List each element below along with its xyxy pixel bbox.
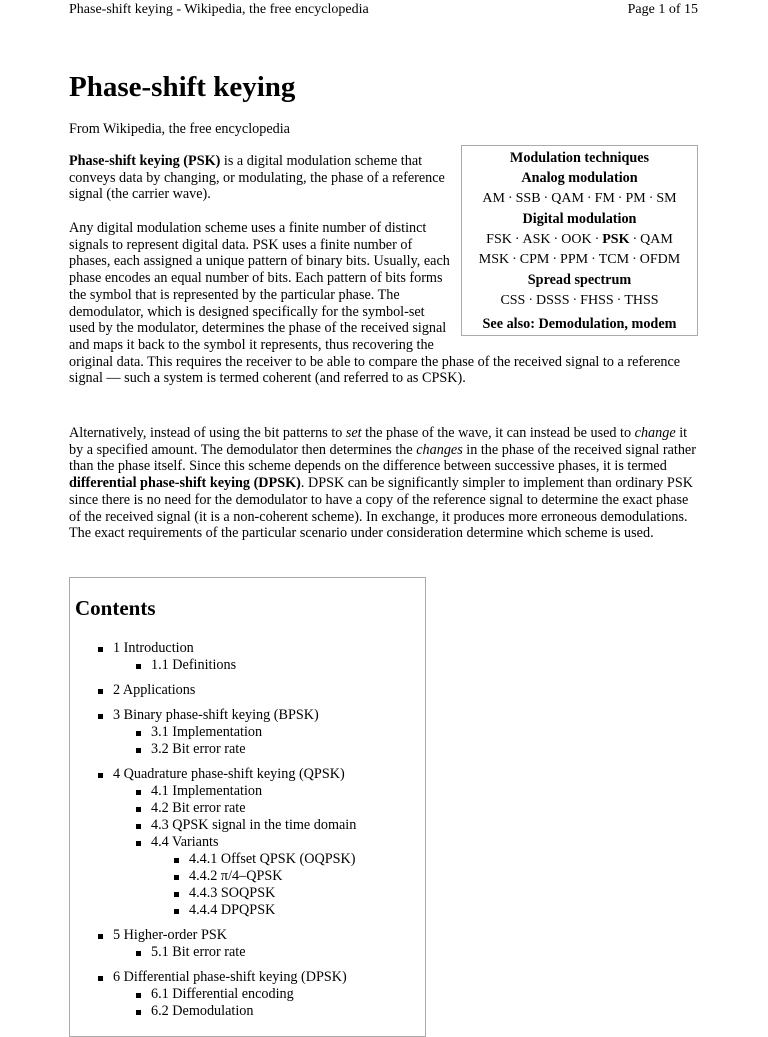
p3-text-1: Alternatively, instead of using the bit patterns to <box>69 425 346 441</box>
toc-item-label[interactable]: 1 Introduction <box>113 640 194 656</box>
toc-item-label[interactable]: 2 Applications <box>113 682 196 698</box>
body-paragraph-2-text: Any digital modulation scheme uses a finite number of distinct signals to represent digital data. PSK uses a finite number of phases, each assigned a unique pattern of binary bits. Usually, each phase encodes an equal number of bits. Each pattern of bits forms the symbol that is represented by the particular phase. The demodulator, which is designed specifically for the symbol-set used by the modulator, determines the phase of the received signal and maps it back to the symbol it represents, thus recovering the original data. This requires the receiver to be able to compare the phase of the received signal to a reference signal — such a system is termed coherent (and referred to as CPSK). <box>69 220 681 387</box>
bullet-icon <box>136 664 141 669</box>
modulation-link-tcm[interactable]: TCM <box>598 252 630 268</box>
modulation-link-ppm[interactable]: PPM <box>560 252 589 268</box>
infobox-title: Modulation techniques <box>509 150 650 166</box>
toc-item-label[interactable]: 4.4.2 π/4–QPSK <box>189 868 283 884</box>
p3-text-2: the phase of the wave, it can instead be used to <box>361 425 635 441</box>
modulation-link-qam[interactable]: QAM <box>640 231 673 247</box>
separator-dot: · <box>586 190 592 206</box>
toc-item-label[interactable]: 3.1 Implementation <box>151 724 263 740</box>
separator-dot: · <box>552 252 558 268</box>
toc-item-label[interactable]: 4.3 QPSK signal in the time domain <box>151 817 357 833</box>
bullet-icon <box>98 976 103 981</box>
modulation-link-cpm[interactable]: CPM <box>519 252 550 268</box>
modulation-link-am[interactable]: AM <box>482 190 505 206</box>
separator-dot: · <box>512 252 517 268</box>
modulation-link-sm[interactable]: SM <box>656 190 677 206</box>
bullet-icon <box>98 934 103 939</box>
bullet-icon <box>98 714 103 719</box>
body-paragraph-3 <box>69 425 699 542</box>
separator-dot: · <box>543 190 549 206</box>
separator-dot: · <box>616 292 622 308</box>
bullet-icon <box>174 892 179 897</box>
separator-dot: · <box>553 231 559 247</box>
separator-dot: · <box>528 292 534 308</box>
intro-paragraph <box>69 153 454 203</box>
modulation-link-fsk[interactable]: FSK <box>486 231 512 247</box>
separator-dot: · <box>617 190 623 206</box>
toc-item-label[interactable]: 4.2 Bit error rate <box>151 800 246 816</box>
p3-text-5: . DPSK can be significantly simpler to implement than ordinary PSK since there is no need for the demodulator to have a copy of the reference signal to determine the exact phase of the received signal (it is a non-coherent scheme). In exchange, it produces more erroneous demodulations. The exact requirements of the particular scenario under consideration determine which scheme is used. <box>69 475 693 542</box>
bullet-icon <box>136 807 141 812</box>
separator-dot: · <box>591 252 596 268</box>
modulation-link-pm[interactable]: PM <box>625 190 646 206</box>
modulation-link-fhss[interactable]: FHSS <box>580 292 614 308</box>
modulation-link-fm[interactable]: FM <box>594 190 615 206</box>
bullet-icon <box>136 993 141 998</box>
modulation-link-msk[interactable]: MSK <box>478 252 510 268</box>
modulation-link-ask[interactable]: ASK <box>522 231 551 247</box>
site-tagline: From Wikipedia, the free encyclopedia <box>69 121 290 137</box>
toc-item-label[interactable]: 5.1 Bit error rate <box>151 944 246 960</box>
bullet-icon <box>174 875 179 880</box>
p3-text-3: it by a specified amount. The demodulator then determines the <box>69 425 688 458</box>
psk-term: Phase-shift keying (PSK) <box>69 153 221 169</box>
modulation-infobox <box>461 145 698 336</box>
modulation-link-thss[interactable]: THSS <box>624 292 659 308</box>
bullet-icon <box>174 909 179 914</box>
page-title: Phase-shift keying <box>69 71 296 103</box>
bullet-icon <box>136 748 141 753</box>
separator-dot: · <box>507 190 513 206</box>
p3-italic-change: change <box>634 425 676 441</box>
digital-list-row-2 <box>462 250 697 270</box>
spread-heading: Spread spectrum <box>527 272 632 289</box>
bullet-icon <box>136 824 141 829</box>
modulation-link-ssb[interactable]: SSB <box>515 190 541 206</box>
toc-item-label[interactable]: 3 Binary phase-shift keying (BPSK) <box>113 707 319 723</box>
bullet-icon <box>174 858 179 863</box>
analog-heading: Analog modulation <box>521 170 638 187</box>
bullet-icon <box>98 773 103 778</box>
toc-title: Contents <box>75 596 156 620</box>
modulation-link-ofdm[interactable]: OFDM <box>639 252 681 268</box>
print-header <box>69 1 698 18</box>
spread-list <box>462 291 697 311</box>
dpsk-term: differential phase-shift keying (DPSK) <box>69 475 301 492</box>
separator-dot: · <box>594 231 600 247</box>
print-header-title: Phase-shift keying - Wikipedia, the free encyclopedia <box>69 2 369 17</box>
toc-item-label[interactable]: 4.4.3 SOQPSK <box>189 885 276 901</box>
analog-list <box>462 189 697 209</box>
toc-item-label[interactable]: 4.4.4 DPQPSK <box>189 902 276 918</box>
p3-italic-changes: changes <box>416 441 463 458</box>
modulation-link-qam[interactable]: QAM <box>551 190 584 206</box>
bullet-icon <box>98 647 103 652</box>
modulation-link-ook[interactable]: OOK <box>561 231 592 247</box>
separator-dot: · <box>572 292 578 308</box>
bullet-icon <box>136 731 141 736</box>
separator-dot: · <box>632 231 638 247</box>
separator-dot: · <box>648 190 654 206</box>
bullet-icon <box>98 689 103 694</box>
digital-list-row-1 <box>462 230 697 250</box>
modulation-link-css[interactable]: CSS <box>500 292 526 308</box>
toc-item-label[interactable]: 4.1 Implementation <box>151 783 263 799</box>
toc-item-label[interactable]: 5 Higher-order PSK <box>113 927 227 943</box>
modulation-link-psk[interactable]: PSK <box>602 231 630 247</box>
see-also: See also: Demodulation, modem <box>482 316 677 333</box>
toc-item-label[interactable]: 6.1 Differential encoding <box>151 986 294 1002</box>
bullet-icon <box>136 951 141 956</box>
toc-item-label[interactable]: 4 Quadrature phase-shift keying (QPSK) <box>113 766 345 782</box>
separator-dot: · <box>514 231 520 247</box>
page-indicator: Page 1 of 15 <box>627 2 698 17</box>
toc-item-label[interactable]: 6 Differential phase-shift keying (DPSK) <box>113 969 347 985</box>
toc-item-label[interactable]: 1.1 Definitions <box>151 657 237 673</box>
toc-item-label[interactable]: 3.2 Bit error rate <box>151 741 246 757</box>
p3-text-4: in the phase of the received signal rather than the phase itself. Since this scheme depends on the difference between successive phases, it is termed <box>69 441 696 475</box>
toc-item-label[interactable]: 4.4.1 Offset QPSK (OQPSK) <box>189 851 356 867</box>
digital-heading: Digital modulation <box>522 211 637 228</box>
bullet-icon <box>136 790 141 795</box>
modulation-link-dsss[interactable]: DSSS <box>536 292 570 308</box>
separator-dot: · <box>632 252 637 268</box>
intro-text: is a digital modulation scheme that conveys data by changing, or modulating, the phase of a reference signal (the carrier wave). <box>69 153 445 203</box>
table-of-contents <box>69 577 426 1037</box>
p3-italic-set: set <box>345 425 362 441</box>
toc-item-label[interactable]: 6.2 Demodulation <box>151 1003 254 1019</box>
toc-item-label[interactable]: 4.4 Variants <box>151 834 219 850</box>
bullet-icon <box>136 841 141 846</box>
bullet-icon <box>136 1010 141 1015</box>
